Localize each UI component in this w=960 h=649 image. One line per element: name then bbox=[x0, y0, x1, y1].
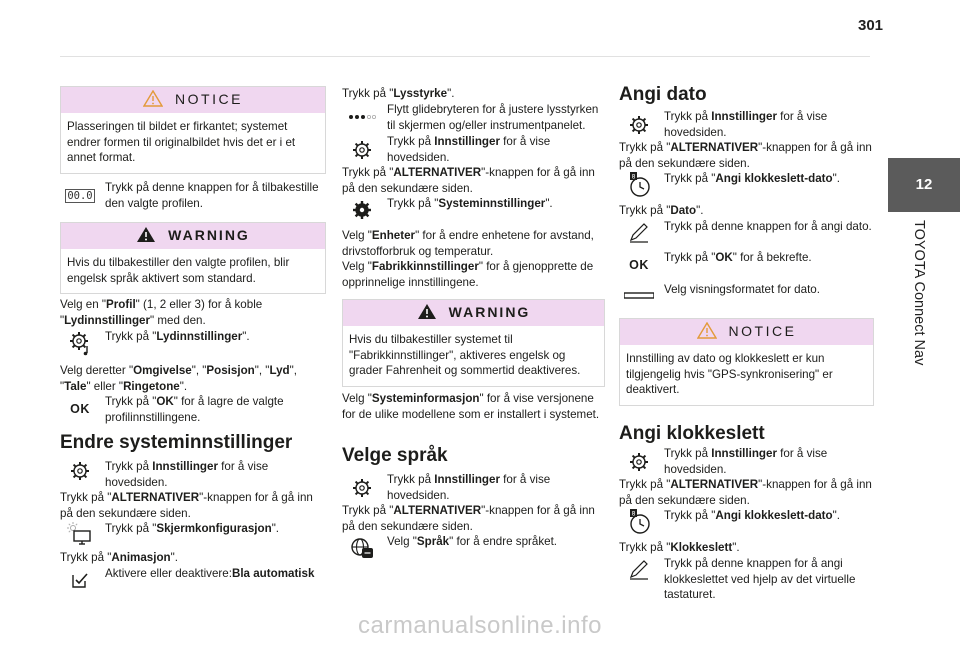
notice-box bbox=[619, 318, 874, 406]
brightness-paragraph: Trykk på "Lysstyrke". bbox=[342, 87, 455, 100]
gear-icon[interactable] bbox=[342, 138, 382, 162]
format-step bbox=[619, 282, 874, 306]
date-settings-step bbox=[619, 109, 874, 141]
warning-triangle-icon bbox=[143, 90, 163, 111]
pen-edit-icon[interactable] bbox=[619, 221, 659, 243]
pen-edit-icon[interactable] bbox=[619, 558, 659, 580]
set-date-text: Trykk på denne knappen for å angi dato. bbox=[664, 220, 872, 233]
warning-triangle-icon bbox=[697, 322, 717, 343]
options-button-paragraph: Trykk på "ALTERNATIVER"-knappen for å gå inn på den sekundære siden. bbox=[342, 166, 595, 195]
clock-icon[interactable] bbox=[619, 171, 659, 199]
reset-profile-text: Trykk på denne knappen for å tilbakestille den valgte profilen. bbox=[105, 181, 319, 210]
warning-header bbox=[61, 223, 325, 249]
warning-text: Hvis du tilbakestiller den valgte profilen, blir engelsk språk aktivert som standard. bbox=[67, 256, 290, 285]
system-settings-text: Trykk på "Systeminnstillinger". bbox=[387, 197, 553, 210]
settings-step bbox=[60, 459, 326, 491]
options-button-paragraph: Trykk på "ALTERNATIVER"-knappen for å gå inn på den sekundære siden. bbox=[60, 491, 313, 520]
notice-title: NOTICE bbox=[175, 91, 243, 108]
reset-counter-icon[interactable]: 00.0 bbox=[67, 190, 93, 202]
factory-paragraph: Velg "Fabrikkinnstillinger" for å gjenopprette de opprinnelige innstillingene. bbox=[342, 260, 594, 289]
confirm-text: Trykk på "OK" for å bekrefte. bbox=[664, 251, 812, 264]
lang-settings-step bbox=[342, 472, 605, 504]
reset-profile-step bbox=[60, 180, 326, 212]
settings-text: Trykk på Innstillinger for å vise hovedsiden. bbox=[664, 110, 828, 139]
warning-header bbox=[343, 300, 604, 326]
warning-title: WARNING bbox=[448, 304, 531, 321]
sound-settings-icon[interactable] bbox=[60, 329, 100, 357]
warning-filled-icon bbox=[136, 226, 156, 247]
settings-step-2 bbox=[342, 134, 605, 166]
page-number: 301 bbox=[858, 17, 884, 34]
ok-save-text: Trykk på "OK" for å lagre de valgte profilinnstillingene. bbox=[105, 395, 284, 424]
options-paragraph: Velg deretter "Omgivelse", "Posisjon", "Lyd", "Tale" eller "Ringetone". bbox=[60, 364, 297, 393]
confirm-step bbox=[619, 250, 874, 274]
heading-date: Angi dato bbox=[619, 84, 707, 105]
notice-header bbox=[61, 87, 325, 113]
options-button-paragraph: Trykk på "ALTERNATIVER"-knappen for å gå inn på den sekundære siden. bbox=[619, 478, 872, 507]
set-date-step bbox=[619, 219, 874, 245]
warning-text: Hvis du tilbakestiller systemet til "Fabrikkinnstillinger", aktiveres engelsk og grader Fahrenheit og sommertid deaktiveres. bbox=[349, 333, 581, 377]
settings-text: Trykk på Innstillinger for å vise hovedsiden. bbox=[105, 460, 269, 489]
ok-save-step bbox=[60, 394, 326, 426]
time-paragraph: Trykk på "Klokkeslett". bbox=[619, 541, 740, 554]
notice-text: Innstilling av dato og klokkeslett er kun tilgjengelig hvis "GPS-synkronisering" er deaktivert. bbox=[626, 352, 833, 396]
units-paragraph: Velg "Enheter" for å endre enhetene for avstand, drivstofforbruk og temperatur. bbox=[342, 229, 594, 258]
date-paragraph: Trykk på "Dato". bbox=[619, 204, 704, 217]
chapter-title: TOYOTA Connect Nav bbox=[911, 220, 927, 366]
language-globe-icon[interactable] bbox=[342, 536, 382, 560]
auto-scroll-text: Aktivere eller deaktivere:Bla automatisk bbox=[105, 567, 315, 580]
clock-icon[interactable] bbox=[619, 508, 659, 536]
heading-time: Angi klokkeslett bbox=[619, 423, 765, 444]
notice-header bbox=[620, 319, 873, 345]
animation-paragraph: Trykk på "Animasjon". bbox=[60, 551, 178, 564]
watermark: carmanualsonline.info bbox=[358, 612, 602, 639]
ok-button-icon[interactable]: OK bbox=[70, 402, 90, 417]
checkbox-toggle-icon[interactable] bbox=[60, 570, 100, 590]
settings-text: Trykk på Innstillinger for å vise hovedsiden. bbox=[664, 447, 828, 476]
set-time-text: Trykk på denne knappen for å angi klokkeslettet ved hjelp av det virtuelle tastaturet. bbox=[664, 557, 856, 601]
set-time-step bbox=[619, 556, 874, 604]
profile-paragraph: Velg en "Profil" (1, 2 eller 3) for å koble "Lydinnstillinger" med den. bbox=[60, 298, 263, 327]
system-settings-step bbox=[342, 196, 605, 222]
screen-config-step bbox=[60, 521, 326, 547]
options-button-paragraph: Trykk på "ALTERNATIVER"-knappen for å gå inn på den sekundære siden. bbox=[342, 504, 595, 533]
date-clock-text: Trykk på "Angi klokkeslett-dato". bbox=[664, 172, 840, 185]
warning-title: WARNING bbox=[168, 227, 250, 244]
gear-icon[interactable] bbox=[342, 476, 382, 500]
language-text: Velg "Språk" for å endre språket. bbox=[387, 535, 558, 548]
svg-text:8: 8 bbox=[631, 173, 636, 181]
sysinfo-paragraph: Velg "Systeminformasjon" for å vise versjonene for de ulike modellene som er installert i systemet. bbox=[342, 392, 600, 421]
heading-system-settings: Endre systeminnstillinger bbox=[60, 432, 293, 453]
warning-box bbox=[342, 299, 605, 387]
sound-settings-step bbox=[60, 329, 326, 355]
system-gear-icon[interactable] bbox=[342, 198, 382, 222]
settings-text: Trykk på Innstillinger for å vise hovedsiden. bbox=[387, 135, 551, 164]
slider-step bbox=[342, 102, 605, 134]
gear-icon[interactable] bbox=[619, 450, 659, 474]
chapter-number: 12 bbox=[915, 176, 933, 194]
language-step bbox=[342, 534, 605, 560]
format-select-icon[interactable] bbox=[619, 288, 659, 304]
screen-config-text: Trykk på "Skjermkonfigurasjon". bbox=[105, 522, 280, 535]
time-settings-step bbox=[619, 446, 874, 478]
warning-box bbox=[60, 222, 326, 294]
time-clock-step bbox=[619, 508, 874, 536]
sound-settings-text: Trykk på "Lydinnstillinger". bbox=[105, 330, 250, 343]
settings-text: Trykk på Innstillinger for å vise hovedsiden. bbox=[387, 473, 551, 502]
options-button-paragraph: Trykk på "ALTERNATIVER"-knappen for å gå inn på den sekundære siden. bbox=[619, 141, 872, 170]
slider-icon[interactable] bbox=[342, 112, 382, 122]
gear-icon[interactable] bbox=[619, 113, 659, 137]
notice-box bbox=[60, 86, 326, 174]
heading-language: Velge språk bbox=[342, 445, 448, 466]
screen-brightness-icon[interactable] bbox=[60, 521, 100, 547]
time-clock-text: Trykk på "Angi klokkeslett-dato". bbox=[664, 509, 840, 522]
notice-title: NOTICE bbox=[728, 323, 797, 340]
notice-text: Plasseringen til bildet er firkantet; systemet endrer formen til originalbildet hvis det er i et annet format. bbox=[67, 120, 296, 164]
ok-button-icon[interactable]: OK bbox=[629, 258, 649, 273]
warning-filled-icon bbox=[417, 303, 437, 324]
svg-text:8: 8 bbox=[631, 510, 636, 518]
header-rule bbox=[60, 56, 870, 57]
format-text: Velg visningsformatet for dato. bbox=[664, 283, 820, 296]
date-clock-step bbox=[619, 171, 874, 199]
slider-text: Flytt glidebryteren for å justere lysstyrken til skjermen og/eller instrumentpanelet. bbox=[387, 103, 599, 132]
gear-icon[interactable] bbox=[60, 459, 100, 483]
chapter-tab bbox=[888, 158, 960, 212]
auto-scroll-step bbox=[60, 566, 326, 590]
